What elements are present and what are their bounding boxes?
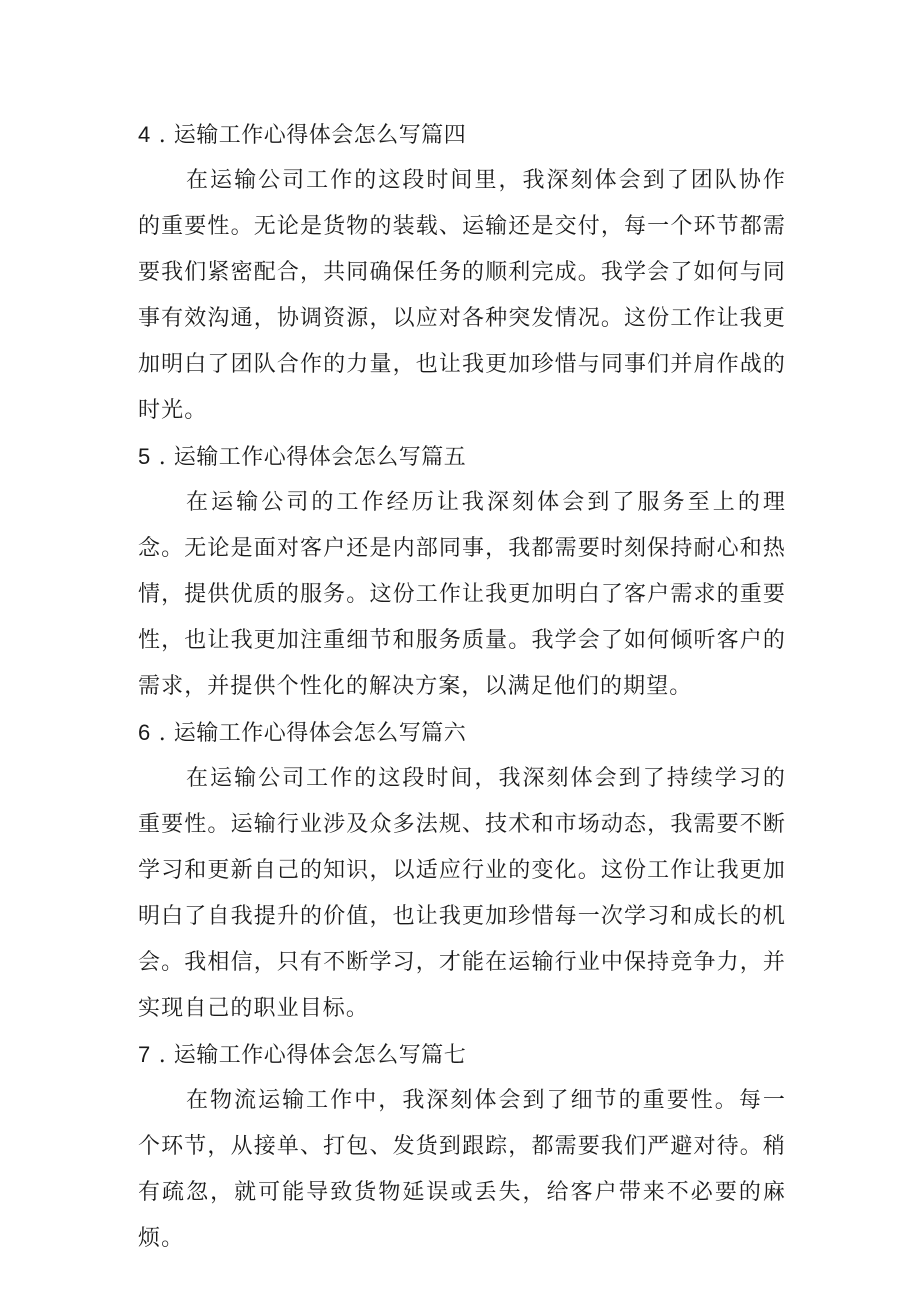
section-paragraph: 在运输公司的工作经历让我深刻体会到了服务至上的理念。无论是面对客户还是内部同事，我都需要时刻保持耐心和热情，提供优质的服务。这份工作让我更加明白了客户需求的重要性，也让我更加注重细节和服务质量。我学会了如何倾听客户的需求，并提供个性化的解决方案，以满足他们的期望。 [138,490,786,699]
section-number: 7 [138,1042,151,1067]
section-heading [138,1032,920,1078]
section-number: 5 [138,444,151,469]
section-title: . 运输工作心得体会怎么写篇六 [158,721,467,746]
section-paragraph: 在运输公司工作的这段时间里，我深刻体会到了团队协作的重要性。无论是货物的装载、运输还是交付，每一个环节都需要我们紧密配合，共同确保任务的顺利完成。我学会了如何与同事有效沟通，协调资源，以应对各种突发情况。这份工作让我更加明白了团队合作的力量，也让我更加珍惜与同事们并肩作战的时光。 [138,168,786,423]
section-number: 6 [138,720,151,745]
section-6 [0,710,920,1032]
section-paragraph: 在运输公司工作的这段时间，我深刻体会到了持续学习的重要性。运输行业涉及众多法规、技术和市场动态，我需要不断学习和更新自己的知识，以适应行业的变化。这份工作让我更加明白了自我提升的价值，也让我更加珍惜每一次学习和成长的机会。我相信，只有不断学习，才能在运输行业中保持竞争力，并实现自己的职业目标。 [138,766,786,1021]
section-heading [138,434,920,480]
section-title: . 运输工作心得体会怎么写篇七 [158,1043,467,1068]
section-title: . 运输工作心得体会怎么写篇五 [158,445,467,470]
section-paragraph: 在物流运输工作中，我深刻体会到了细节的重要性。每一个环节，从接单、打包、发货到跟踪，都需要我们严避对待。稍有疏忽，就可能导致货物延误或丢失，给客户带来不必要的麻烦。 [138,1088,786,1251]
section-heading [138,112,920,158]
section-7 [0,1032,920,1262]
section-title: . 运输工作心得体会怎么写篇四 [158,123,467,148]
section-5 [0,434,920,710]
section-4 [0,112,920,434]
section-number: 4 [138,122,151,147]
section-heading [138,710,920,756]
